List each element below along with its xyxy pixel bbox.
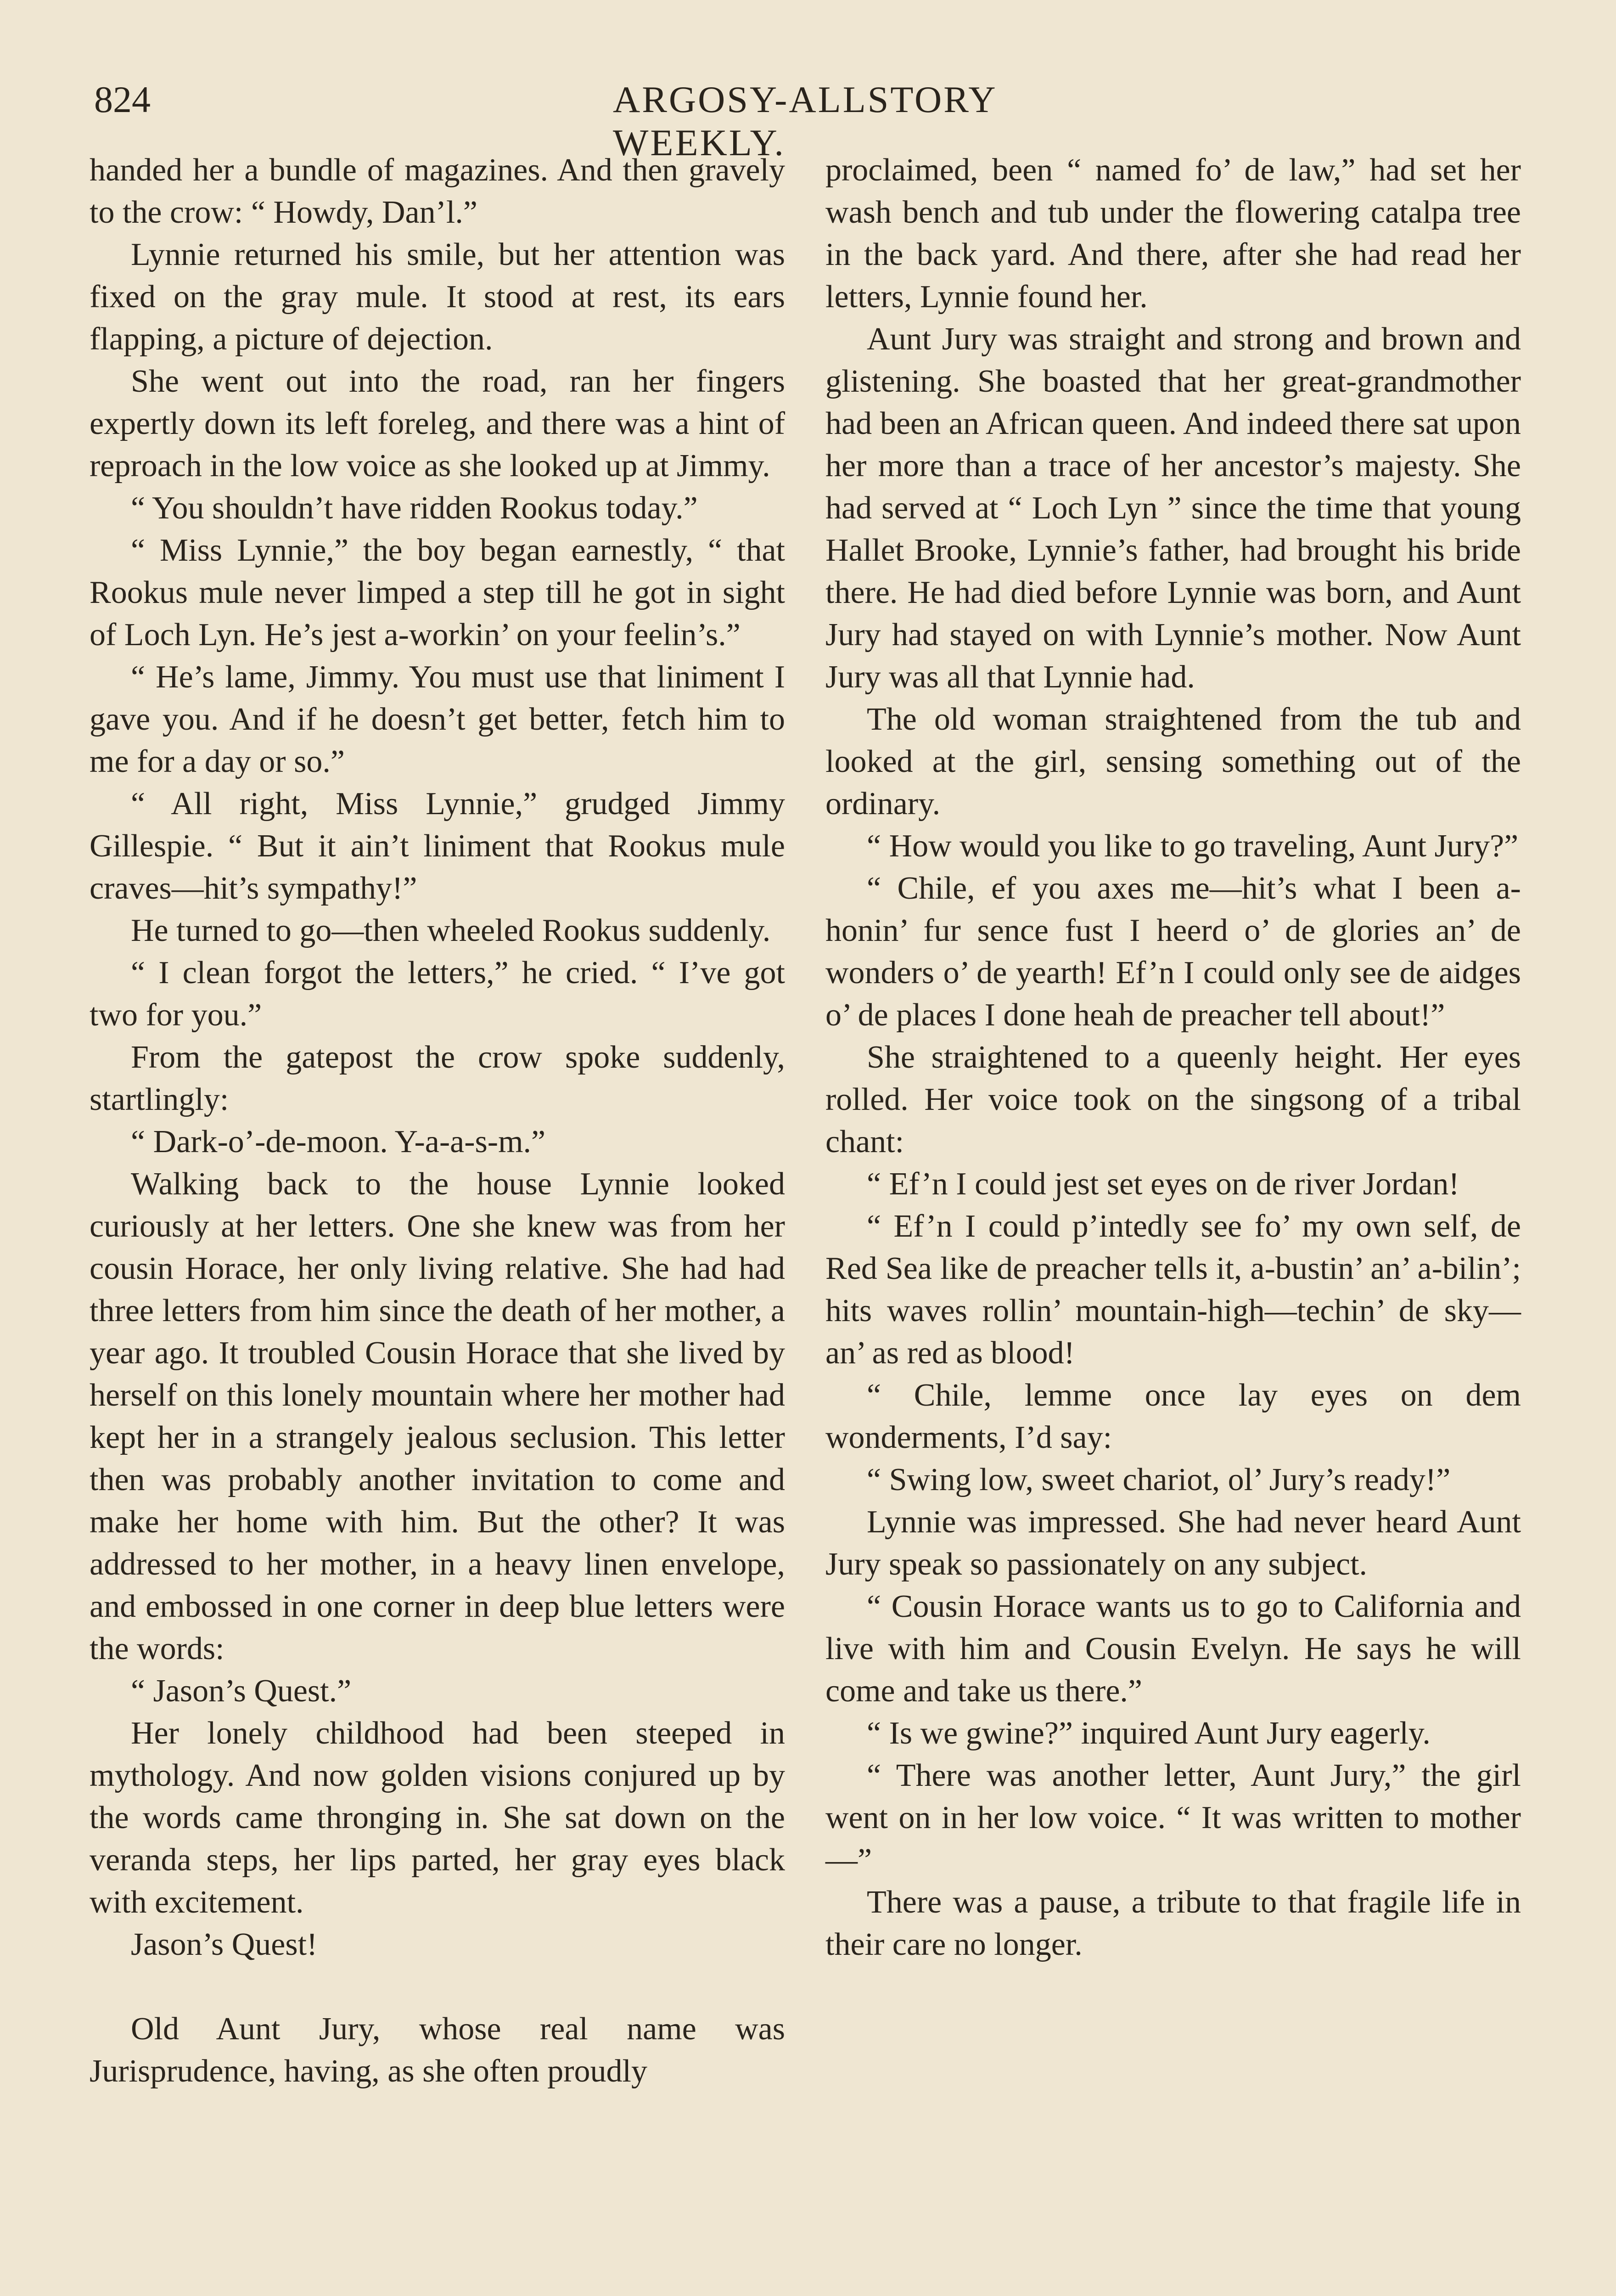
paragraph: “ Is we gwine?” inquired Aunt Jury eagerly. <box>867 1716 1431 1751</box>
left-column <box>90 149 785 2093</box>
paragraph: “ You shouldn’t have ridden Rookus today.” <box>131 490 698 526</box>
paragraph: handed her a bundle of magazines. And then gravely to the crow: “ Howdy, Dan’l.” <box>90 152 785 230</box>
paragraph: “ Cousin Horace wants us to go to California and live with him and Cousin Evelyn. He says he will come and take us there.” <box>825 1589 1521 1709</box>
right-column <box>825 149 1521 1966</box>
paragraph: “ Swing low, sweet chariot, ol’ Jury’s ready!” <box>867 1462 1451 1497</box>
paragraph: She straightened to a queenly height. Her eyes rolled. Her voice took on the singsong of a tribal chant: <box>825 1040 1521 1159</box>
paragraph: Lynnie returned his smile, but her attention was fixed on the gray mule. It stood at rest, its ears flapping, a picture of dejection. <box>90 237 785 357</box>
paragraph: Old Aunt Jury, whose real name was Jurisprudence, having, as she often proudly <box>90 2011 785 2089</box>
page-header <box>94 69 1113 163</box>
paragraph: Walking back to the house Lynnie looked curiously at her letters. One she knew was from her cousin Horace, her only living relative. She had had three letters from him since the death of her mother, a year ago. It troubled Cousin Horace that she lived by herself on this lonely mountain where her mother had kept her in a strangely jealous seclusion. This letter then was probably another invitation to come and make her home with him. But the other? It was addressed to her mother, in a heavy linen envelope, and embossed in one corner in deep blue letters were the words: <box>90 1166 785 1666</box>
page-number: 824 <box>94 79 151 120</box>
paragraph: “ All right, Miss Lynnie,” grudged Jimmy Gillespie. “ But it ain’t liniment that Rookus mule craves—hit’s sympathy!” <box>90 786 785 906</box>
paragraph: “ Jason’s Quest.” <box>131 1673 352 1709</box>
paragraph: “ Chile, ef you axes me—hit’s what I been a-honin’ fur sence fust I heerd o’ de glories an’ de wonders o’ de yearth! Ef’n I could only see de aidges o’ de places I done heah de preacher tell about!” <box>825 871 1521 1033</box>
paragraph: “ Ef’n I could jest set eyes on de river Jordan! <box>867 1166 1459 1202</box>
paragraph: The old woman straightened from the tub and looked at the girl, sensing something out of the ordinary. <box>825 702 1521 822</box>
paragraph: “ Dark-o’-de-moon. Y-a-a-s-m.” <box>131 1124 546 1159</box>
paragraph: Her lonely childhood had been steeped in mythology. And now golden visions conjured up by the words came thronging in. She sat down on the veranda steps, her lips parted, her gray eyes black with excitement. <box>90 1716 785 1920</box>
running-head: ARGOSY-ALLSTORY WEEKLY. <box>613 79 996 163</box>
paragraph: “ There was another letter, Aunt Jury,” the girl went on in her low voice. “ It was written to mother—” <box>825 1758 1521 1878</box>
paragraph: “ He’s lame, Jimmy. You must use that liniment I gave you. And if he doesn’t get better, fetch him to me for a day or so.” <box>90 659 785 779</box>
paragraph: proclaimed, been “ named fo’ de law,” had set her wash bench and tub under the flowering catalpa tree in the back yard. And there, after she had read her letters, Lynnie found her. <box>825 152 1521 315</box>
paragraph: “ Ef’n I could p’intedly see fo’ my own self, de Red Sea like de preacher tells it, a-bustin’ an’ a-bilin’; hits waves rollin’ mountain-high—techin’ de sky—an’ as red as blood! <box>825 1209 1521 1371</box>
paragraph: She went out into the road, ran her fingers expertly down its left foreleg, and there was a hint of reproach in the low voice as she looked up at Jimmy. <box>90 364 785 484</box>
paragraph: “ Miss Lynnie,” the boy began earnestly, “ that Rookus mule never limped a step till he got in sight of Loch Lyn. He’s jest a-workin’ on your feelin’s.” <box>90 533 785 653</box>
paragraph: Jason’s Quest! <box>131 1927 318 1962</box>
paragraph: Aunt Jury was straight and strong and brown and glistening. She boasted that her great-grandmother had been an African queen. And indeed there sat upon her more than a trace of her ancestor’s majesty. She had served at “ Loch Lyn ” since the time that young Hallet Brooke, Lynnie’s father, had brought his bride there. He had died before Lynnie was born, and Aunt Jury had stayed on with Lynnie’s mother. Now Aunt Jury was all that Lynnie had. <box>825 321 1521 695</box>
paragraph: There was a pause, a tribute to that fragile life in their care no longer. <box>825 1885 1521 1962</box>
paragraph: From the gatepost the crow spoke suddenly, startlingly: <box>90 1040 785 1117</box>
paragraph: He turned to go—then wheeled Rookus suddenly. <box>131 913 771 948</box>
paragraph: “ How would you like to go traveling, Aunt Jury?” <box>867 828 1519 864</box>
paragraph: “ Chile, lemme once lay eyes on dem wonderments, I’d say: <box>825 1378 1521 1455</box>
paragraph: Lynnie was impressed. She had never heard Aunt Jury speak so passionately on any subject. <box>825 1504 1521 1582</box>
paragraph: “ I clean forgot the letters,” he cried. “ I’ve got two for you.” <box>90 955 785 1033</box>
